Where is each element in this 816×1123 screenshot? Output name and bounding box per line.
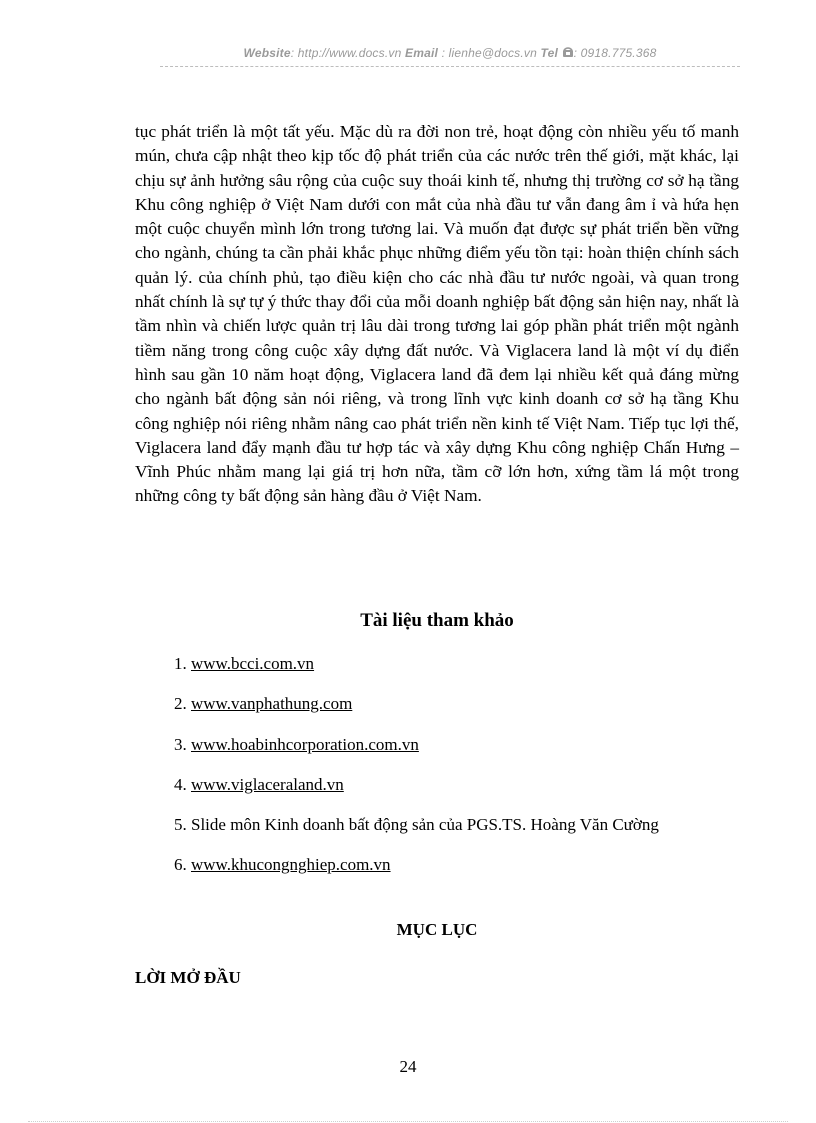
body-paragraph: tục phát triển là một tất yếu. Mặc dù ra đời non trẻ, hoạt động còn nhiều yếu tố manh mún, chưa cập nhật theo kịp tốc độ phát triển của các nước trên thế giới, mặt khác, lại chịu sự ảnh hưởng sâu rộng của cuộc suy thoái kinh tế, nhưng thị trường cơ sở hạ tầng Khu công nghiệp ở Việt Nam dưới con mắt của nhà đầu tư vẫn đang âm ỉ và hứa hẹn một cuộc chuyển mình lớn trong tương lai. Và muốn đạt được sự phát triển bền vững cho ngành, chúng ta cần phải khắc phục những điểm yếu tồn tại: hoàn thiện chính sách quản lý. của chính phủ, tạo điều kiện cho các nhà đầu tư nước ngoài, và quan trong nhất chính là sự tự ý thức thay đổi của mỗi doanh nghiệp bất động sản hiện nay, nhất là tầm nhìn và chiến lược quản trị lâu dài trong tương lai góp phần phát triển một ngành tiềm năng trong công cuộc xây dựng đất nước. Và Viglacera land là một ví dụ điển hình sau gần 10 năm hoạt động, Viglacera land đã đem lại nhiều kết quả đáng mừng cho ngành bất động sản nói riêng, và trong lĩnh vực kinh doanh cơ sở hạ tầng Khu công nghiệp nói riêng nhằm nâng cao phát triển nền kinh tế Việt Nam. Tiếp tục lợi thế, Viglacera land đẩy mạnh đầu tư hợp tác và xây dựng Khu công nghiệp Chấn Hưng – Vĩnh Phúc nhằm mang lại giá trị hơn nữa, tầm cỡ lớn hơn, xứng tầm lá một trong những công ty bất động sản hàng đầu ở Việt Nam. — [135, 122, 739, 506]
toc-title: MỤC LỤC — [396, 920, 478, 939]
references-title: Tài liệu tham khảo — [360, 610, 514, 631]
reference-item — [174, 773, 754, 813]
reference-number: 2. — [174, 694, 187, 714]
reference-item — [174, 813, 754, 853]
tel-label: Tel — [540, 46, 559, 60]
header-divider — [160, 66, 740, 67]
reference-text: Slide môn Kinh doanh bất động sản của PGS.TS. Hoàng Văn Cường — [191, 815, 659, 835]
reference-item — [174, 733, 754, 773]
reference-link[interactable]: www.bcci.com.vn — [191, 654, 315, 673]
phone-icon — [562, 46, 574, 60]
reference-item — [174, 652, 754, 692]
references-list — [174, 652, 754, 894]
footer-divider — [28, 1121, 788, 1122]
reference-link[interactable]: www.viglaceraland.vn — [191, 774, 344, 794]
section-title: LỜI MỞ ĐẦU — [135, 968, 241, 987]
website-url[interactable]: : http://www.docs.vn — [290, 46, 402, 60]
reference-number: 4. — [174, 774, 187, 794]
reference-item — [174, 853, 754, 893]
email-address[interactable]: : lienhe@docs.vn — [441, 46, 537, 60]
reference-link[interactable]: www.hoabinhcorporation.com.vn — [191, 734, 419, 754]
page-header — [160, 46, 740, 60]
phone-number: : 0918.775.368 — [573, 46, 657, 60]
reference-link[interactable]: www.vanphathung.com — [191, 694, 353, 714]
reference-number: 1. — [174, 654, 187, 673]
reference-number: 5. — [174, 815, 187, 835]
website-label: Website — [243, 46, 291, 60]
email-label: Email — [405, 46, 439, 60]
reference-number: 6. — [174, 855, 187, 875]
reference-link[interactable]: www.khucongnghiep.com.vn — [191, 855, 391, 875]
reference-item — [174, 692, 754, 732]
page-number: 24 — [399, 1057, 417, 1076]
reference-number: 3. — [174, 734, 187, 754]
